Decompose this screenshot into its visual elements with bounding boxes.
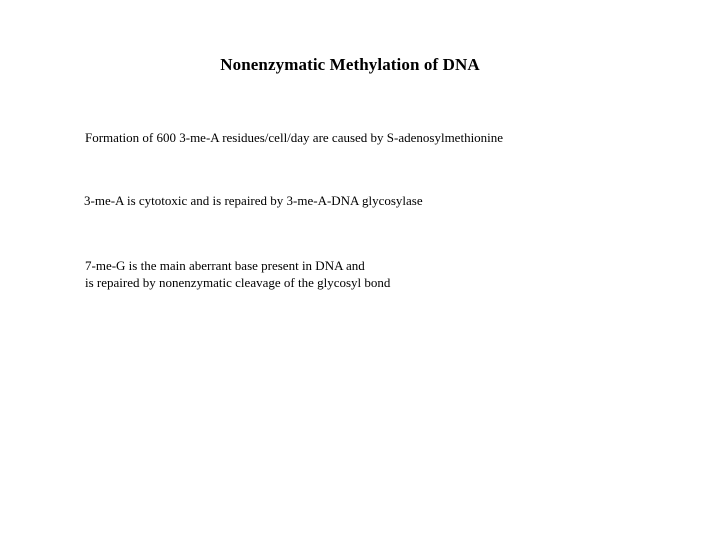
paragraph-cytotoxic: 3-me-A is cytotoxic and is repaired by 3-me-A-DNA glycosylase [84, 193, 423, 208]
paragraph-7-me-g-line-2: is repaired by nonenzymatic cleavage of the glycosyl bond [85, 275, 391, 290]
paragraph-7-me-g [85, 257, 390, 291]
paragraph-formation: Formation of 600 3-me-A residues/cell/day are caused by S-adenosylmethionine [85, 130, 504, 145]
slide-title: Nonenzymatic Methylation of DNA [220, 55, 480, 74]
paragraph-7-me-g-line-1: 7-me-G is the main aberrant base present in DNA and [85, 258, 365, 273]
